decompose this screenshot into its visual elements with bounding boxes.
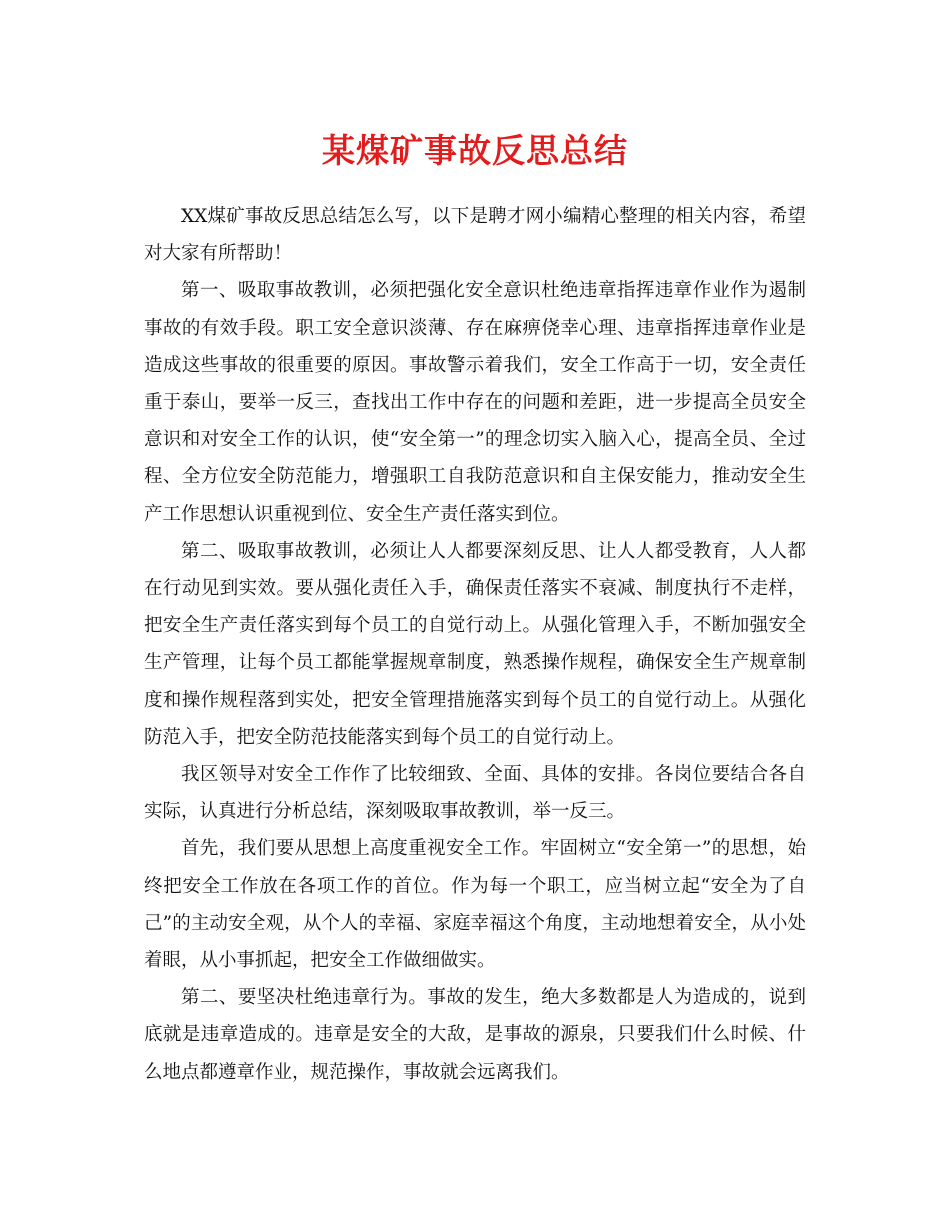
paragraph-second-lesson: 第二、吸取事故教训，必须让人人都要深刻反思、让人人都受教育，人人都在行动见到实效。要从强化责任入手，确保责任落实不衰减、制度执行不走样，把安全生产责任落实到每个员工的自觉行动上。从强化管理入手，不断加强安全生产管理，让每个员工都能掌握规章制度，熟悉操作规程，确保安全生产规章制度和操作规程落到实处，把安全管理措施落实到每个员工的自觉行动上。从强化防范入手，把安全防范技能落实到每个员工的自觉行动上。 (144, 540, 806, 748)
paragraph-first-lesson: 第一、吸取事故教训，必须把强化安全意识杜绝违章指挥违章作业作为遏制事故的有效手段。职工安全意识淡薄、存在麻痹侥幸心理、违章指挥违章作业是造成这些事故的很重要的原因。事故警示着我们，安全工作高于一切，安全责任重于泰山，要举一反三，查找出工作中存在的问题和差距，进一步提高全员安全意识和对安全工作的认识，使“安全第一”的理念切实入脑入心，提高全员、全过程、全方位安全防范能力，增强职工自我防范意识和自主保安能力，推动安全生产工作思想认识重视到位、安全生产责任落实到位。 (144, 280, 806, 525)
paragraph-intro: XX煤矿事故反思总结怎么写，以下是聘才网小编精心整理的相关内容，希望对大家有所帮助！ (144, 206, 806, 265)
document-title: 某煤矿事故反思总结 (322, 131, 628, 170)
paragraph-second-point: 第二、要坚决杜绝违章行为。事故的发生，绝大多数都是人为造成的，说到底就是违章造成的。违章是安全的大敌，是事故的源泉，只要我们什么时候、什么地点都遵章作业，规范操作，事故就会远离我们。 (144, 987, 806, 1083)
paragraph-first-point: 首先，我们要从思想上高度重视安全工作。牢固树立“安全第一”的思想，始终把安全工作放在各项工作的首位。作为每一个职工，应当树立起“安全为了自己”的主动安全观，从个人的幸福、家庭幸福这个角度，主动地想着安全，从小处着眼，从小事抓起，把安全工作做细做实。 (144, 838, 806, 972)
paragraph-leadership: 我区领导对安全工作作了比较细致、全面、具体的安排。各岗位要结合各自实际，认真进行分析总结，深刻吸取事故教训，举一反三。 (144, 764, 806, 823)
document-body (144, 198, 806, 1091)
